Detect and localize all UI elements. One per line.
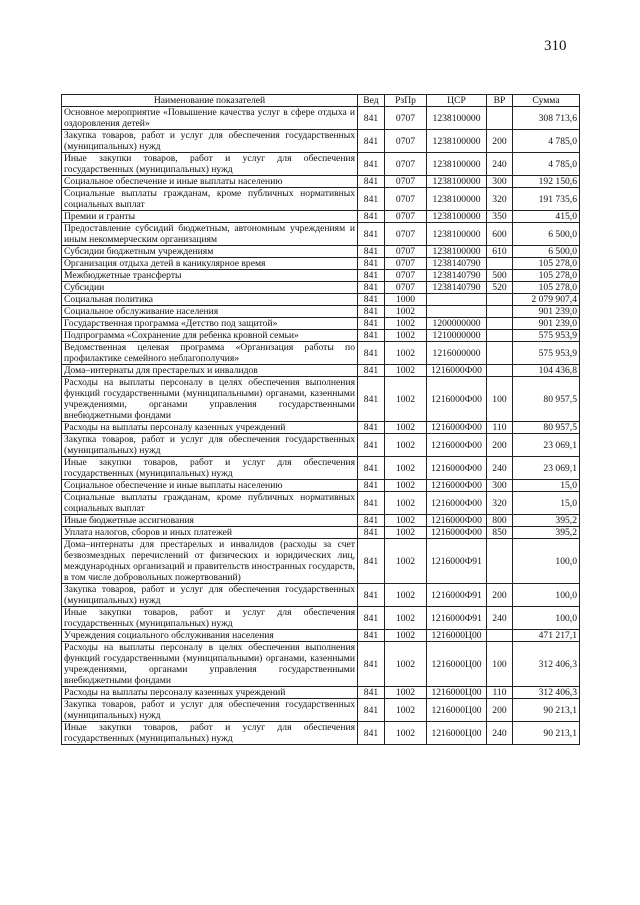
cell-csr: 1238100000 — [427, 130, 487, 153]
cell-ved: 841 — [358, 492, 385, 515]
cell-rzpr: 1002 — [385, 434, 427, 457]
cell-sum: 80 957,5 — [513, 422, 580, 434]
cell-csr: 1238100000 — [427, 188, 487, 211]
cell-sum: 191 735,6 — [513, 188, 580, 211]
table-row — [62, 457, 580, 480]
cell-ved: 841 — [358, 318, 385, 330]
table-row — [62, 434, 580, 457]
cell-vr: 610 — [487, 246, 513, 258]
cell-name: Дома–интернаты для престарелых и инвалидов — [62, 365, 358, 377]
cell-rzpr: 1002 — [385, 722, 427, 745]
cell-rzpr: 1002 — [385, 457, 427, 480]
table-row — [62, 258, 580, 270]
cell-rzpr: 0707 — [385, 223, 427, 246]
cell-rzpr: 1002 — [385, 584, 427, 607]
cell-vr: 200 — [487, 434, 513, 457]
cell-vr — [487, 630, 513, 642]
cell-rzpr: 1002 — [385, 306, 427, 318]
cell-name: Субсидии бюджетным учреждениям — [62, 246, 358, 258]
cell-vr: 800 — [487, 515, 513, 527]
cell-ved: 841 — [358, 246, 385, 258]
cell-name: Дома–интернаты для престарелых и инвалидов (расходы за счет безвозмездных перечислений от физических и юридических лиц, международных организаций и правительств иностранных государств, в том числе добровольных пожертвований) — [62, 539, 358, 584]
cell-name: Межбюджетные трансферты — [62, 270, 358, 282]
cell-name: Закупка товаров, работ и услуг для обеспечения государственных (муниципальных) нужд — [62, 699, 358, 722]
cell-sum: 471 217,1 — [513, 630, 580, 642]
cell-sum: 415,0 — [513, 211, 580, 223]
cell-rzpr: 1002 — [385, 377, 427, 422]
cell-vr: 100 — [487, 377, 513, 422]
header-row — [62, 95, 580, 107]
table-row — [62, 722, 580, 745]
cell-ved: 841 — [358, 457, 385, 480]
header-ved: Вед — [358, 95, 385, 107]
cell-csr: 1216000Ц00 — [427, 699, 487, 722]
cell-name: Уплата налогов, сборов и иных платежей — [62, 527, 358, 539]
cell-csr: 1216000Ф00 — [427, 492, 487, 515]
cell-rzpr: 1002 — [385, 527, 427, 539]
header-name: Наименование показателей — [62, 95, 358, 107]
cell-name: Социальные выплаты гражданам, кроме публичных нормативных социальных выплат — [62, 492, 358, 515]
table-row — [62, 318, 580, 330]
cell-name: Социальное обслуживание населения — [62, 306, 358, 318]
cell-sum: 100,0 — [513, 607, 580, 630]
table-row — [62, 422, 580, 434]
cell-csr: 1238100000 — [427, 107, 487, 130]
cell-vr: 200 — [487, 699, 513, 722]
table-row — [62, 306, 580, 318]
cell-sum: 575 953,9 — [513, 330, 580, 342]
cell-sum: 100,0 — [513, 584, 580, 607]
cell-name: Расходы на выплаты персоналу в целях обеспечения выполнения функций государственными (муниципальными) органами, казенными учреждениями, органами управления государственными внебюджетными фондами — [62, 377, 358, 422]
cell-vr — [487, 258, 513, 270]
table-row — [62, 607, 580, 630]
cell-csr: 1216000Ф00 — [427, 527, 487, 539]
cell-rzpr: 0707 — [385, 246, 427, 258]
table-row — [62, 107, 580, 130]
cell-vr — [487, 539, 513, 584]
header-rzpr: РзПр — [385, 95, 427, 107]
cell-name: Социальное обеспечение и иные выплаты населению — [62, 480, 358, 492]
cell-ved: 841 — [358, 153, 385, 176]
cell-csr: 1216000Ц00 — [427, 642, 487, 687]
cell-ved: 841 — [358, 687, 385, 699]
cell-csr: 1216000Ф00 — [427, 434, 487, 457]
cell-vr: 300 — [487, 480, 513, 492]
cell-csr: 1238100000 — [427, 246, 487, 258]
cell-ved: 841 — [358, 330, 385, 342]
cell-csr: 1216000Ф00 — [427, 480, 487, 492]
cell-ved: 841 — [358, 130, 385, 153]
cell-name: Премии и гранты — [62, 211, 358, 223]
cell-rzpr: 0707 — [385, 282, 427, 294]
cell-sum: 901 239,0 — [513, 306, 580, 318]
cell-name: Ведомственная целевая программа «Организация работы по профилактике семейного неблагополучия» — [62, 342, 358, 365]
cell-ved: 841 — [358, 176, 385, 188]
cell-name: Иные закупки товаров, работ и услуг для обеспечения государственных (муниципальных) нужд — [62, 607, 358, 630]
cell-sum: 15,0 — [513, 480, 580, 492]
cell-csr: 1200000000 — [427, 318, 487, 330]
cell-ved: 841 — [358, 434, 385, 457]
cell-rzpr: 0707 — [385, 211, 427, 223]
cell-ved: 841 — [358, 223, 385, 246]
cell-csr: 1210000000 — [427, 330, 487, 342]
cell-rzpr: 0707 — [385, 188, 427, 211]
table-row — [62, 480, 580, 492]
table-row — [62, 492, 580, 515]
cell-vr: 240 — [487, 153, 513, 176]
cell-sum: 105 278,0 — [513, 282, 580, 294]
table-row — [62, 188, 580, 211]
cell-ved: 841 — [358, 306, 385, 318]
cell-ved: 841 — [358, 422, 385, 434]
cell-csr: 1216000Ф91 — [427, 539, 487, 584]
cell-ved: 841 — [358, 258, 385, 270]
cell-sum: 23 069,1 — [513, 434, 580, 457]
cell-rzpr: 1002 — [385, 687, 427, 699]
table-row — [62, 515, 580, 527]
cell-ved: 841 — [358, 642, 385, 687]
header-csr: ЦСР — [427, 95, 487, 107]
table-row — [62, 282, 580, 294]
cell-name: Подпрограмма «Сохранение для ребенка кровной семьи» — [62, 330, 358, 342]
cell-rzpr: 1002 — [385, 539, 427, 584]
table-row — [62, 330, 580, 342]
table-row — [62, 584, 580, 607]
cell-ved: 841 — [358, 282, 385, 294]
cell-sum: 23 069,1 — [513, 457, 580, 480]
cell-csr: 1238100000 — [427, 211, 487, 223]
cell-vr: 200 — [487, 584, 513, 607]
cell-vr — [487, 107, 513, 130]
table-row — [62, 630, 580, 642]
cell-rzpr: 1002 — [385, 330, 427, 342]
cell-sum: 312 406,3 — [513, 642, 580, 687]
cell-sum: 6 500,0 — [513, 246, 580, 258]
cell-csr: 1216000Ф00 — [427, 365, 487, 377]
cell-vr — [487, 318, 513, 330]
cell-ved: 841 — [358, 342, 385, 365]
cell-name: Предоставление субсидий бюджетным, автономным учреждениям и иным некоммерческим организациям — [62, 223, 358, 246]
cell-ved: 841 — [358, 211, 385, 223]
cell-ved: 841 — [358, 630, 385, 642]
cell-name: Государственная программа «Детство под защитой» — [62, 318, 358, 330]
cell-csr: 1238140790 — [427, 258, 487, 270]
cell-rzpr: 0707 — [385, 258, 427, 270]
cell-rzpr: 0707 — [385, 176, 427, 188]
cell-vr: 200 — [487, 130, 513, 153]
cell-sum: 105 278,0 — [513, 258, 580, 270]
cell-sum: 4 785,0 — [513, 130, 580, 153]
table-row — [62, 176, 580, 188]
cell-vr: 100 — [487, 642, 513, 687]
cell-sum: 90 213,1 — [513, 722, 580, 745]
cell-rzpr: 1002 — [385, 607, 427, 630]
table-row — [62, 365, 580, 377]
table-row — [62, 342, 580, 365]
cell-vr — [487, 330, 513, 342]
table-row — [62, 527, 580, 539]
cell-name: Закупка товаров, работ и услуг для обеспечения государственных (муниципальных) нужд — [62, 130, 358, 153]
cell-name: Социальное обеспечение и иные выплаты населению — [62, 176, 358, 188]
cell-rzpr: 1002 — [385, 318, 427, 330]
table-row — [62, 130, 580, 153]
cell-vr: 500 — [487, 270, 513, 282]
cell-csr: 1216000Ф00 — [427, 422, 487, 434]
cell-vr: 110 — [487, 687, 513, 699]
cell-name: Социальная политика — [62, 294, 358, 306]
cell-csr: 1216000Ф91 — [427, 607, 487, 630]
cell-rzpr: 0707 — [385, 153, 427, 176]
cell-csr — [427, 294, 487, 306]
cell-vr: 350 — [487, 211, 513, 223]
table-row — [62, 687, 580, 699]
cell-name: Основное мероприятие «Повышение качества услуг в сфере отдыха и оздоровления детей» — [62, 107, 358, 130]
cell-vr: 240 — [487, 722, 513, 745]
cell-rzpr: 1002 — [385, 699, 427, 722]
cell-sum: 2 079 907,4 — [513, 294, 580, 306]
cell-sum: 395,2 — [513, 527, 580, 539]
cell-name: Социальные выплаты гражданам, кроме публичных нормативных социальных выплат — [62, 188, 358, 211]
cell-ved: 841 — [358, 480, 385, 492]
cell-name: Учреждения социального обслуживания населения — [62, 630, 358, 642]
table-row — [62, 294, 580, 306]
cell-rzpr: 0707 — [385, 130, 427, 153]
cell-ved: 841 — [358, 699, 385, 722]
cell-csr: 1216000Ф00 — [427, 457, 487, 480]
cell-name: Иные закупки товаров, работ и услуг для обеспечения государственных (муниципальных) нужд — [62, 153, 358, 176]
cell-name: Расходы на выплаты персоналу казенных учреждений — [62, 687, 358, 699]
table-header — [62, 95, 580, 107]
cell-rzpr: 1002 — [385, 642, 427, 687]
cell-vr: 300 — [487, 176, 513, 188]
cell-sum: 80 957,5 — [513, 377, 580, 422]
cell-vr — [487, 365, 513, 377]
cell-csr: 1238100000 — [427, 223, 487, 246]
cell-name: Расходы на выплаты персоналу казенных учреждений — [62, 422, 358, 434]
table-row — [62, 211, 580, 223]
cell-name: Иные закупки товаров, работ и услуг для обеспечения государственных (муниципальных) нужд — [62, 722, 358, 745]
cell-ved: 841 — [358, 515, 385, 527]
cell-rzpr: 1002 — [385, 515, 427, 527]
cell-csr: 1238100000 — [427, 176, 487, 188]
cell-rzpr: 1002 — [385, 492, 427, 515]
cell-rzpr: 1002 — [385, 422, 427, 434]
cell-ved: 841 — [358, 539, 385, 584]
cell-ved: 841 — [358, 527, 385, 539]
cell-vr: 240 — [487, 607, 513, 630]
cell-csr: 1238100000 — [427, 153, 487, 176]
cell-name: Организация отдыха детей в каникулярное время — [62, 258, 358, 270]
cell-csr: 1238140790 — [427, 282, 487, 294]
cell-ved: 841 — [358, 294, 385, 306]
cell-sum: 192 150,6 — [513, 176, 580, 188]
cell-rzpr: 1002 — [385, 630, 427, 642]
cell-csr: 1238140790 — [427, 270, 487, 282]
cell-rzpr: 1002 — [385, 365, 427, 377]
cell-vr: 110 — [487, 422, 513, 434]
cell-vr: 850 — [487, 527, 513, 539]
table-row — [62, 377, 580, 422]
cell-csr: 1216000Ф00 — [427, 515, 487, 527]
cell-ved: 841 — [358, 188, 385, 211]
budget-table — [61, 94, 580, 745]
cell-name: Закупка товаров, работ и услуг для обеспечения государственных (муниципальных) нужд — [62, 584, 358, 607]
cell-vr — [487, 294, 513, 306]
cell-name: Иные закупки товаров, работ и услуг для обеспечения государственных (муниципальных) нужд — [62, 457, 358, 480]
cell-name: Субсидии — [62, 282, 358, 294]
cell-rzpr: 1002 — [385, 480, 427, 492]
cell-rzpr: 1000 — [385, 294, 427, 306]
table-row — [62, 699, 580, 722]
page-number: 310 — [544, 38, 567, 54]
cell-ved: 841 — [358, 270, 385, 282]
cell-vr: 320 — [487, 188, 513, 211]
header-sum: Сумма — [513, 95, 580, 107]
cell-sum: 15,0 — [513, 492, 580, 515]
cell-csr: 1216000Ф91 — [427, 584, 487, 607]
cell-rzpr: 0707 — [385, 107, 427, 130]
cell-vr: 320 — [487, 492, 513, 515]
table-row — [62, 642, 580, 687]
cell-sum: 105 278,0 — [513, 270, 580, 282]
cell-sum: 104 436,8 — [513, 365, 580, 377]
cell-csr: 1216000Ф00 — [427, 377, 487, 422]
table-row — [62, 246, 580, 258]
cell-sum: 90 213,1 — [513, 699, 580, 722]
table-row — [62, 539, 580, 584]
cell-csr: 1216000Ц00 — [427, 722, 487, 745]
header-vr: ВР — [487, 95, 513, 107]
cell-sum: 4 785,0 — [513, 153, 580, 176]
cell-vr: 520 — [487, 282, 513, 294]
cell-sum: 100,0 — [513, 539, 580, 584]
cell-ved: 841 — [358, 607, 385, 630]
table-body — [62, 107, 580, 745]
cell-ved: 841 — [358, 722, 385, 745]
cell-sum: 395,2 — [513, 515, 580, 527]
cell-sum: 901 239,0 — [513, 318, 580, 330]
table-row — [62, 270, 580, 282]
cell-csr: 1216000000 — [427, 342, 487, 365]
cell-rzpr: 1002 — [385, 342, 427, 365]
cell-rzpr: 0707 — [385, 270, 427, 282]
cell-name: Расходы на выплаты персоналу в целях обеспечения выполнения функций государственными (муниципальными) органами, казенными учреждениями, органами управления государственными внебюджетными фондами — [62, 642, 358, 687]
cell-csr — [427, 306, 487, 318]
cell-vr: 240 — [487, 457, 513, 480]
cell-csr: 1216000Ц00 — [427, 630, 487, 642]
cell-ved: 841 — [358, 365, 385, 377]
cell-sum: 312 406,3 — [513, 687, 580, 699]
table-row — [62, 223, 580, 246]
cell-sum: 308 713,6 — [513, 107, 580, 130]
cell-sum: 6 500,0 — [513, 223, 580, 246]
cell-vr: 600 — [487, 223, 513, 246]
cell-vr — [487, 306, 513, 318]
cell-sum: 575 953,9 — [513, 342, 580, 365]
cell-ved: 841 — [358, 377, 385, 422]
cell-name: Закупка товаров, работ и услуг для обеспечения государственных (муниципальных) нужд — [62, 434, 358, 457]
cell-ved: 841 — [358, 584, 385, 607]
cell-ved: 841 — [358, 107, 385, 130]
table-row — [62, 153, 580, 176]
cell-vr — [487, 342, 513, 365]
cell-name: Иные бюджетные ассигнования — [62, 515, 358, 527]
cell-csr: 1216000Ц00 — [427, 687, 487, 699]
